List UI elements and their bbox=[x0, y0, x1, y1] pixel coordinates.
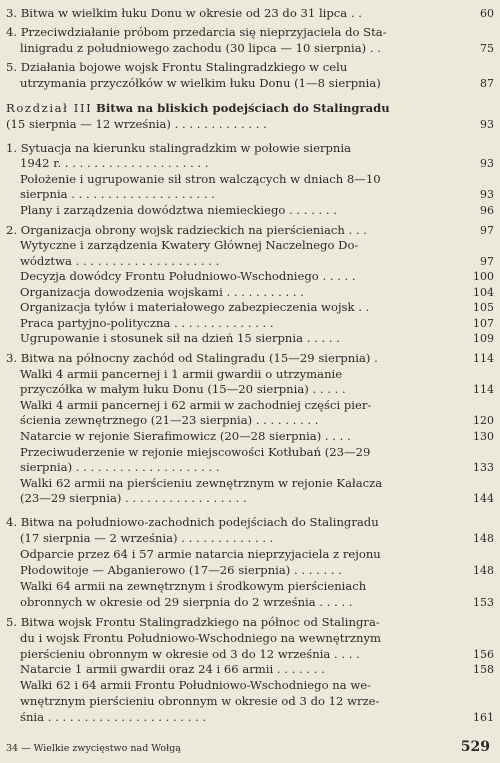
toc-subentry-cont: sierpnia . . . . . . . . . . . . . . . . . . . . bbox=[20, 187, 215, 201]
page-number: 529 bbox=[460, 739, 490, 755]
toc-subentry-cont: (23—29 sierpnia) . . . . . . . . . . . . . . . . . bbox=[20, 491, 247, 505]
toc-page-number: 156 bbox=[473, 648, 494, 661]
toc-subentry: Wytyczne i zarządzenia Kwatery Głównej Naczelnego Do- bbox=[20, 238, 359, 252]
toc-entry-4: 4. Przeciwdziałanie próbom przedarcia się nieprzyjaciela do Sta- bbox=[6, 25, 387, 39]
toc-subentry: Przeciwuderzenie w rejonie miejscowości Kotłubań (23—29 bbox=[20, 445, 371, 459]
toc-page-number: 161 bbox=[473, 711, 494, 724]
toc-page-number: 100 bbox=[473, 270, 494, 283]
toc-subentry-cont: wnętrznym pierścieniu obronnym w okresie od 3 do 12 wrze- bbox=[20, 694, 380, 708]
toc-entry-5b-cont: pierścieniu obronnym w okresie od 3 do 12 września . . . . bbox=[20, 647, 360, 661]
toc-subentry: Walki 62 i 64 armii Frontu Południowo-Wschodniego na we- bbox=[20, 678, 372, 692]
toc-subentry: Natarcie w rejonie Sierafimowicz (20—28 sierpnia) . . . . bbox=[20, 429, 351, 443]
toc-subentry: Natarcie 1 armii gwardii oraz 24 i 66 armii . . . . . . . bbox=[20, 662, 325, 676]
toc-subentry-cont: obronnych w okresie od 29 sierpnia do 2 września . . . . . bbox=[20, 595, 353, 609]
chapter-title: Bitwa na bliskich podejściach do Stalingradu bbox=[96, 101, 390, 115]
toc-subentry-cont: sierpnia) . . . . . . . . . . . . . . . . . . . . bbox=[20, 460, 220, 474]
toc-subentry-cont: Płodowitoje — Abganierowo (17—26 sierpnia) . . . . . . . bbox=[20, 563, 342, 577]
toc-page-number: 60 bbox=[480, 7, 494, 20]
toc-subentry: Walki 4 armii pancernej i 62 armii w zachodniej części pier- bbox=[20, 398, 372, 412]
toc-page-number: 96 bbox=[480, 204, 494, 217]
toc-page-number: 114 bbox=[473, 383, 494, 396]
toc-entry-1-cont: 1942 r. . . . . . . . . . . . . . . . . . . . . bbox=[20, 156, 209, 170]
chapter-dates: (15 sierpnia — 12 września) . . . . . . . . . . . . . bbox=[6, 117, 267, 131]
toc-entry-5: 5. Działania bojowe wojsk Frontu Stalingradzkiego w celu bbox=[6, 60, 348, 74]
toc-subentry: Praca partyjno-polityczna . . . . . . . . . . . . . . bbox=[20, 316, 274, 330]
toc-page-number: 144 bbox=[473, 492, 494, 505]
chapter-label: Rozdział III bbox=[6, 101, 93, 115]
toc-subentry: Plany i zarządzenia dowództwa niemieckiego . . . . . . . bbox=[20, 203, 337, 217]
toc-entry-4b-cont: (17 sierpnia — 2 września) . . . . . . . . . . . . . bbox=[20, 531, 274, 545]
toc-page-number: 114 bbox=[473, 352, 494, 365]
toc-page-number: 105 bbox=[473, 301, 494, 314]
toc-page-number: 93 bbox=[480, 157, 494, 170]
toc-subentry-cont: ścienia zewnętrznego (21—23 sierpnia) . . . . . . . . . bbox=[20, 413, 319, 427]
toc-subentry: Walki 4 armii pancernej i 1 armii gwardii o utrzymanie bbox=[20, 367, 343, 381]
toc-page-number: 130 bbox=[473, 430, 494, 443]
toc-subentry-cont: wództwa . . . . . . . . . . . . . . . . . . . . bbox=[20, 254, 220, 268]
toc-entry-4b: 4. Bitwa na południowo-zachodnich podejściach do Stalingradu bbox=[6, 515, 379, 529]
toc-subentry: Odparcie przez 64 i 57 armie natarcia nieprzyjaciela z rejonu bbox=[20, 547, 381, 561]
toc-subentry: Położenie i ugrupowanie sił stron walczących w dniach 8—10 bbox=[20, 172, 381, 186]
toc-page-number: 75 bbox=[480, 42, 494, 55]
toc-page-number: 148 bbox=[473, 532, 494, 545]
toc-entry-5-cont: utrzymania przyczółków w wielkim łuku Donu (1—8 sierpnia) bbox=[20, 76, 381, 90]
toc-page-number: 133 bbox=[473, 461, 494, 474]
toc-entry-4-cont: linigradu z południowego zachodu (30 lipca — 10 sierpnia) . . bbox=[20, 41, 381, 55]
chapter-heading bbox=[6, 102, 390, 115]
toc-entry-5b: 5. Bitwa wojsk Frontu Stalingradzkiego na północ od Stalingra- bbox=[6, 615, 380, 629]
toc-page-number: 158 bbox=[473, 663, 494, 676]
toc-page-number: 93 bbox=[480, 188, 494, 201]
toc-page-number: 93 bbox=[480, 118, 494, 131]
footer-signature: 34 — Wielkie zwycięstwo nad Wołgą bbox=[6, 743, 181, 754]
toc-subentry: Organizacja tyłów i materiałowego zabezpieczenia wojsk . . bbox=[20, 300, 370, 314]
toc-page-number: 120 bbox=[473, 414, 494, 427]
toc-entry-2: 2. Organizacja obrony wojsk radzieckich na pierścieniach . . . bbox=[6, 223, 367, 237]
toc-page-number: 87 bbox=[480, 77, 494, 90]
toc-page-number: 153 bbox=[473, 596, 494, 609]
toc-subentry: Walki 62 armii na pierścieniu zewnętrznym w rejonie Kałacza bbox=[20, 476, 383, 490]
toc-subentry: Organizacja dowodzenia wojskami . . . . . . . . . . . bbox=[20, 285, 304, 299]
toc-page-number: 104 bbox=[473, 286, 494, 299]
toc-subentry: Decyzja dowódcy Frontu Południowo-Wschodniego . . . . . bbox=[20, 269, 356, 283]
toc-subentry-cont: śnia . . . . . . . . . . . . . . . . . . . . . . bbox=[20, 710, 207, 724]
toc-subentry: Walki 64 armii na zewnętrznym i środkowym pierścieniach bbox=[20, 579, 367, 593]
toc-page-number: 107 bbox=[473, 317, 494, 330]
toc-entry-3: 3. Bitwa w wielkim łuku Donu w okresie od 23 do 31 lipca . . bbox=[6, 6, 362, 20]
toc-page-number: 97 bbox=[480, 255, 494, 268]
toc-page-number: 148 bbox=[473, 564, 494, 577]
toc-entry-5b-cont: du i wojsk Frontu Południowo-Wschodniego na wewnętrznym bbox=[20, 631, 382, 645]
toc-entry-3b: 3. Bitwa na północny zachód od Stalingradu (15—29 sierpnia) . bbox=[6, 351, 378, 365]
toc-entry-1: 1. Sytuacja na kierunku stalingradzkim w połowie sierpnia bbox=[6, 141, 351, 155]
toc-page-number: 97 bbox=[480, 224, 494, 237]
toc-subentry: Ugrupowanie i stosunek sił na dzień 15 sierpnia . . . . . bbox=[20, 331, 340, 345]
toc-page-number: 109 bbox=[473, 332, 494, 345]
toc-subentry-cont: przyczółka w małym łuku Donu (15—20 sierpnia) . . . . . bbox=[20, 382, 346, 396]
